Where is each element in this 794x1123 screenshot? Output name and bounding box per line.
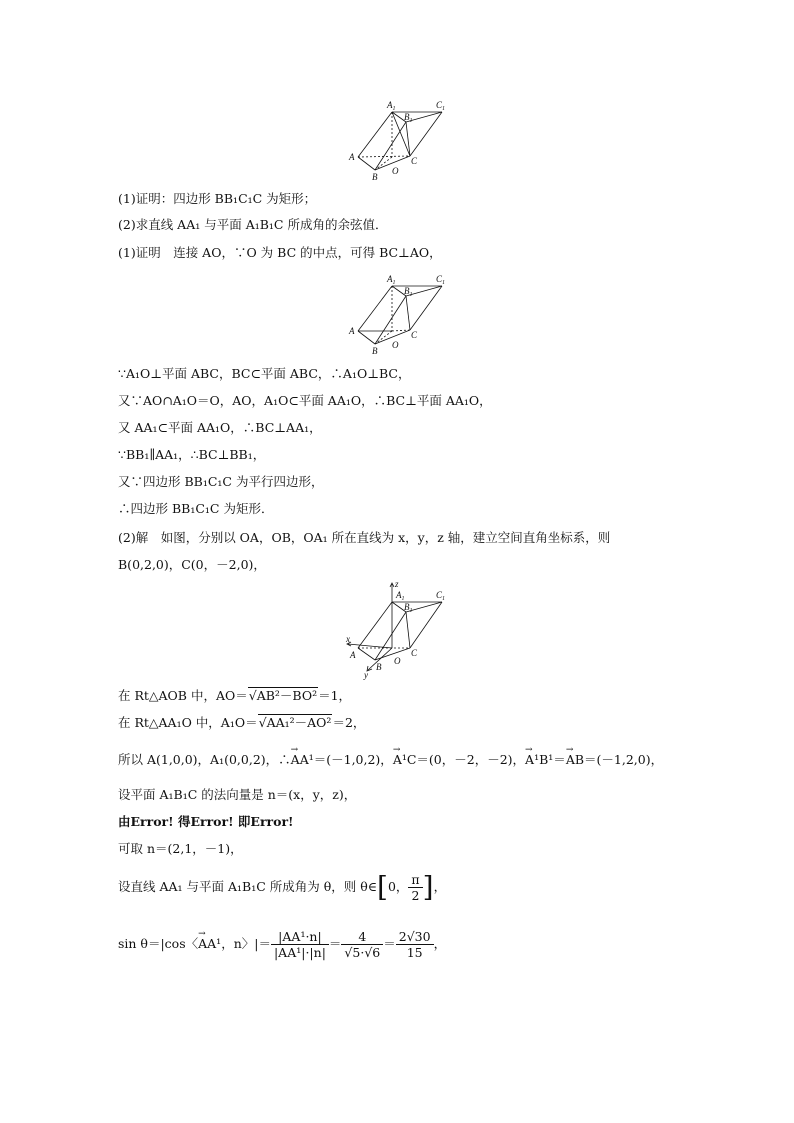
label-A1: $A_1$ xyxy=(387,274,396,286)
solution-10: sin θ＝|cos〈→ AA¹，n〉|＝ $\frac{\text{|AA¹·n|}}{\text{|AA¹|·|n|}}$ ＝ $\frac{4}{√5\cdot√6}$ ＝ $\frac{2√30}{15}$ ， xyxy=(118,918,446,970)
label-O: O xyxy=(394,656,401,666)
question-1: (1)证明：四边形 BB₁C₁C 为矩形； xyxy=(118,191,317,206)
radical-2: √AA₁²－AO² xyxy=(258,715,332,730)
label-B1: $B_1$ xyxy=(404,286,413,298)
label-A: A xyxy=(350,650,356,660)
label-B1: $B_1$ xyxy=(404,602,413,614)
label-O: O xyxy=(392,340,399,350)
label-A: A xyxy=(349,326,355,336)
label-B1: $B_1$ xyxy=(404,112,413,124)
proof-2: ∵A₁O⊥平面 ABC，BC⊂平面 ABC，∴A₁O⊥BC， xyxy=(118,366,411,381)
proof-5: ∵BB₁∥AA₁，∴BC⊥BB₁， xyxy=(118,447,266,462)
label-B: B xyxy=(372,346,378,356)
label-A1: $A_1$ xyxy=(387,100,396,112)
solution-3: 在 Rt△AOB 中，AO＝√AB²－BO²＝1， xyxy=(118,688,352,703)
solution-7: 由Error! 得Error! 即Error! xyxy=(118,814,294,829)
solution-5: 所以 A(1,0,0)，A₁(0,0,2)，∴→ AA¹＝(－1,0,2)，→ A¹C＝(0，－2，－2)，→ A¹B¹＝→ AB＝(－1,2,0)， xyxy=(118,752,663,768)
solution-2: B(0,2,0)，C(0，－2,0)， xyxy=(118,557,266,572)
label-C: C xyxy=(411,648,418,658)
figure-prism-2 xyxy=(340,268,460,358)
solution-8: 可取 n＝(2,1，－1)， xyxy=(118,841,243,856)
solution-4: 在 Rt△AA₁O 中，A₁O＝√AA₁²－AO²＝2， xyxy=(118,715,366,730)
proof-7: ∴四边形 BB₁C₁C 为矩形． xyxy=(118,501,274,516)
solution-1: (2)解 如图，分别以 OA，OB，OA₁ 所在直线为 x，y，z 轴，建立空间直角坐标系，则 xyxy=(118,530,611,545)
proof-1: (1)证明 连接 AO，∵O 为 BC 的中点，可得 BC⊥AO， xyxy=(118,245,442,260)
label-C1: $C_1$ xyxy=(436,100,446,112)
fraction-pi-over-2: $\frac{\pi}{2}$ xyxy=(408,872,422,903)
vector-AA1-cos: → AA¹ xyxy=(198,918,221,970)
question-2: (2)求直线 AA₁ 与平面 A₁B₁C 所成角的余弦值． xyxy=(118,217,388,232)
vector-AA1: → AA¹ xyxy=(291,752,314,768)
figure-coordinate-system xyxy=(340,578,460,680)
fraction-value: $\frac{4}{√5\cdot√6}$ xyxy=(341,929,383,960)
fraction-cos: $\frac{\text{|AA¹·n|}}{\text{|AA¹|·|n|}}$ xyxy=(271,929,329,960)
proof-4: 又 AA₁⊂平面 AA₁O，∴BC⊥AA₁， xyxy=(118,420,322,435)
label-C1: $C_1$ xyxy=(436,590,446,602)
fraction-result: $\frac{2√30}{15}$ xyxy=(396,929,434,960)
vector-A1C: → A¹C xyxy=(393,752,417,768)
label-O: O xyxy=(392,166,399,176)
label-C: C xyxy=(411,330,418,340)
label-A: A xyxy=(349,152,355,162)
solution-6: 设平面 A₁B₁C 的法向量是 n＝(x，y，z)， xyxy=(118,787,357,802)
label-B: B xyxy=(376,662,382,672)
vector-A1B1: → A¹B¹ xyxy=(525,752,553,768)
label-A1: $A_1$ xyxy=(396,590,405,602)
solution-9: 设直线 AA₁ 与平面 A₁B₁C 所成角为 θ，则 θ∈[0， $\frac{\pi}{2}$ ]， xyxy=(118,870,447,904)
label-x: x xyxy=(346,634,350,644)
proof-3: 又∵AO∩A₁O＝O，AO，A₁O⊂平面 AA₁O，∴BC⊥平面 AA₁O， xyxy=(118,393,492,408)
radical-1: √AB²－BO² xyxy=(248,688,318,703)
label-C: C xyxy=(411,156,418,166)
figure-prism-1 xyxy=(340,94,460,184)
label-y: y xyxy=(364,670,368,680)
label-C1: $C_1$ xyxy=(436,274,446,286)
label-z: z xyxy=(395,579,399,589)
proof-6: 又∵四边形 BB₁C₁C 为平行四边形， xyxy=(118,474,324,489)
vector-AB: → AB xyxy=(566,752,584,768)
label-B: B xyxy=(372,172,378,182)
